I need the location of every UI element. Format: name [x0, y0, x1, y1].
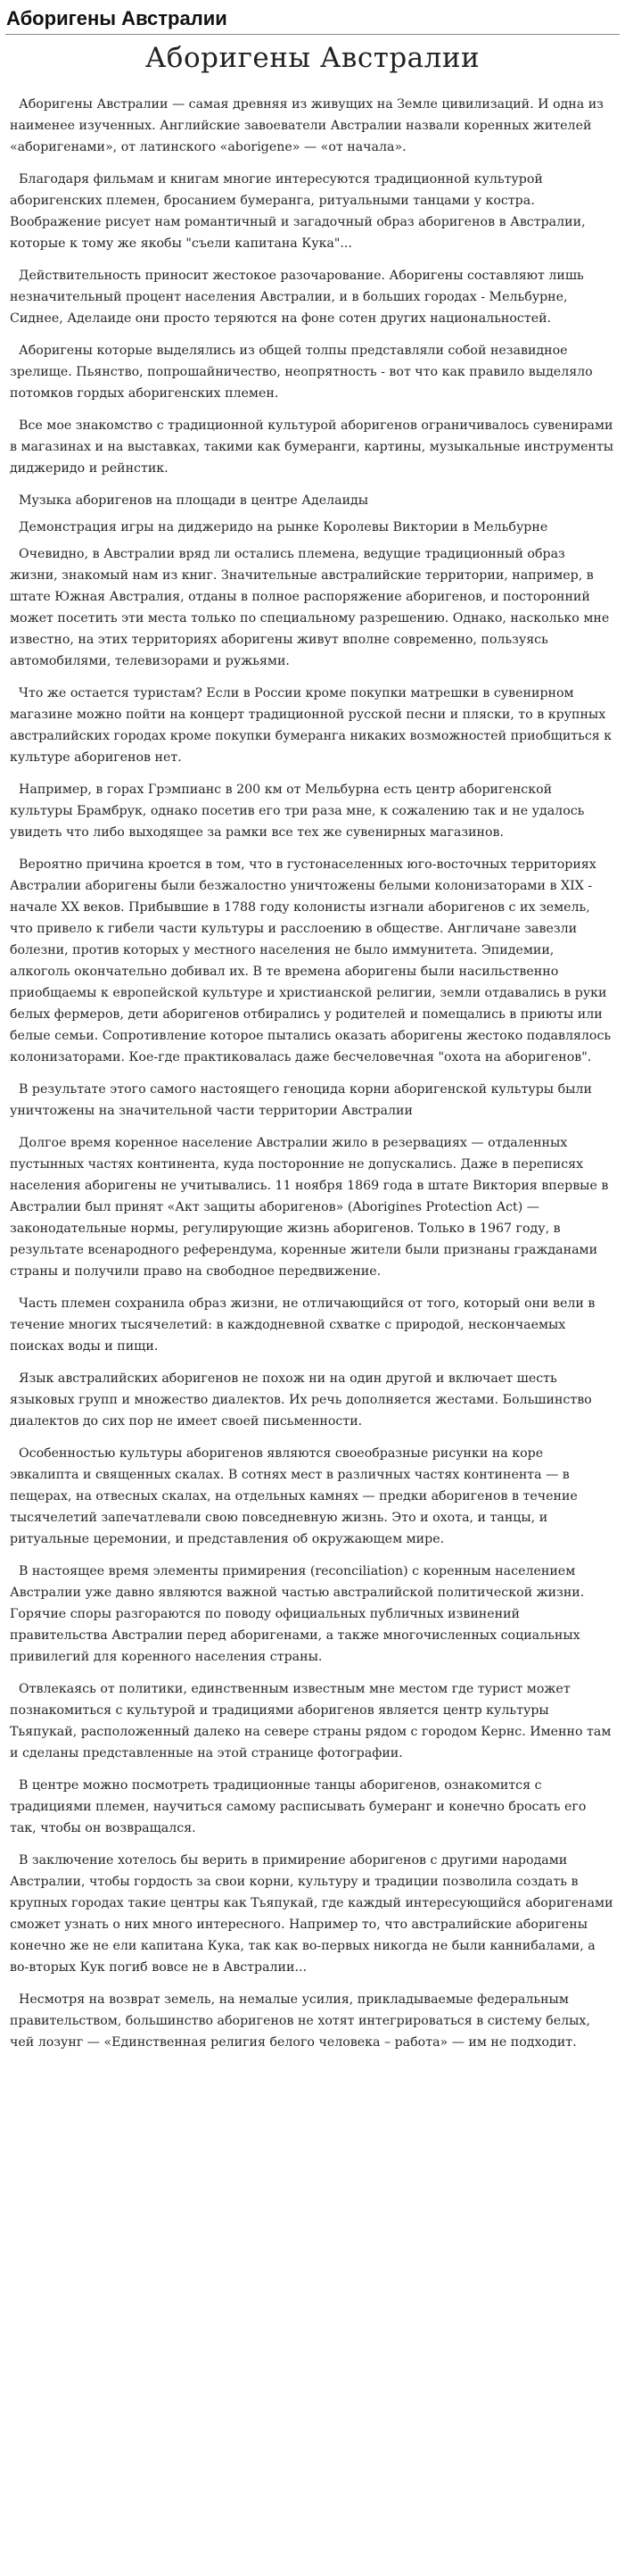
paragraph: Аборигены которые выделялись из общей толпы представляли собой незавидное зрелище. Пьянство, попрошайничество, неопрятность - вот что как правило выделяло потомков гордых аборигенских племен.	[10, 344, 593, 401]
paragraph: Например, в горах Грэмпианс в 200 км от Мельбурна есть центр аборигенской культуры Брамбрук, однако посетив его три раза мне, к сожалению так и не удалось увидеть что либо выходящее за рамки все тех же сувенирных магазинов.	[10, 783, 585, 840]
paragraph: Вероятно причина кроется в том, что в густонаселенных юго-восточных территориях Австралии аборигены были безжалостно уничтожены белыми колонизаторами в XIX - начале XX веков. Прибывшие в 1788 году колонисты изгнали аборигенов с их земель, что привело к гибели части культуры и расслоению в обществе. Англичане завезли болезни, против которых у местного населения не было иммунитета. Эпидемии, алкоголь окончательно добивал их. В те времена аборигены были насильственно приобщаемы к европейской культуре и христианской религии, земли отдавались в руки белых фермеров, дети аборигенов отбирались у родителей и помещались в приюты или белые семьи. Сопротивление которое пытались оказать аборигены жестоко подавлялось колонизаторами. Кое-где практиковалась даже бесчеловечная "охота на аборигенов".	[10, 857, 612, 1064]
paragraph: Что же остается туристам? Если в России кроме покупки матрешки в сувенирном магазине можно пойти на концерт традиционной русской песни и пляски, то в крупных австралийских городах кроме покупки бумеранга никаких возможностей приобщиться к культуре аборигенов нет.	[10, 686, 613, 765]
paragraph: Долгое время коренное население Австралии жило в резервациях — отдаленных пустынных частях континента, куда посторонние не допускались. Даже в переписях населения аборигены не учитывались. 11 ноября 1869 года в штате Виктория впервые в Австралии был принят «Акт защиты аборигенов» (Aborigines Protection Act) — законодательные нормы, регулирующие жизнь аборигенов. Только в 1967 году, в результате всенародного референдума, коренные жители были признаны гражданами страны и получили право на свободное передвижение.	[10, 1136, 609, 1279]
article-title: Аборигены Австралии	[144, 42, 481, 74]
paragraph: Особенностью культуры аборигенов являются своеобразные рисунки на коре эвкалипта и священных скалах. В сотнях мест в различных частях континента — в пещерах, на отвесных скалах, на отдельных камнях — предки аборигенов в течение тысячелетий запечатлевали свою повседневную жизнь. Это и охота, и танцы, и ритуальные церемонии, и представления об окружающем мире.	[10, 1446, 578, 1546]
article-body	[0, 94, 625, 2053]
paragraph: В результате этого самого настоящего геноцида корни аборигенской культуры были уничтожены на значительной части территории Австралии	[10, 1082, 592, 1118]
paragraph: Язык австралийских аборигенов не похож ни на один другой и включает шесть языковых групп и множество диалектов. Их речь дополняется жестами. Большинство диалектов до сих пор не имеет своей письменности.	[10, 1371, 592, 1429]
paragraph: Все мое знакомство с традиционной культурой аборигенов ограничивалось сувенирами в магазинах и на выставках, такими как бумеранги, картины, музыкальные инструменты диджеридо и рейнстик.	[10, 418, 614, 476]
paragraph: Благодаря фильмам и книгам многие интересуются традиционной культурой аборигенских племен, бросанием бумеранга, ритуальными танцами у костра. Воображение рисует нам романтичный и загадочный образ аборигенов в Австралии, которые к тому же якобы "съели капитана Кука"...	[10, 172, 586, 251]
paragraph: В настоящее время элементы примирения (reconciliation) с коренным населением Австралии уже давно являются важной частью австралийской политической жизни. Горячие споры разгораются по поводу официальных публичных извинений правительства Австралии перед аборигенами, а также многочисленных социальных привилегий для коренного населения страны.	[10, 1564, 585, 1664]
photo-caption: Музыка аборигенов на площади в центре Аделаиды	[19, 493, 369, 508]
header-divider	[5, 34, 620, 35]
paragraph: Отвлекаясь от политики, единственным известным мне местом где турист может познакомиться с культурой и традициями аборигенов является центр культуры Тьяпукай, расположенный далеко на севере страны рядом с городом Кернс. Именно там и сделаны представленные на этой странице фотографии.	[10, 1682, 612, 1760]
paragraph: В заключение хотелось бы верить в примирение аборигенов с другими народами Австралии, чтобы гордость за свои корни, культуру и традиции позволила создать в крупных городах такие центры как Тьяпукай, где каждый интересующийся аборигенами сможет узнать о них много интересного. Например то, что австралийские аборигены конечно же не ели капитана Кука, так как во-первых никогда не были каннибалами, а во-вторых Кук погиб вовсе не в Австралии...	[10, 1853, 613, 1975]
photo-caption: Демонстрация игры на диджеридо на рынке Королевы Виктории в Мельбурне	[19, 520, 548, 534]
paragraph: Часть племен сохранила образ жизни, не отличающийся от того, который они вели в течение многих тысячелетий: в каждодневной схватке с природой, нескончаемых поисках воды и пищи.	[10, 1296, 596, 1354]
paragraph: Действительность приносит жестокое разочарование. Аборигены составляют лишь незначительный процент населения Австралии, и в больших городах - Мельбурне, Сиднее, Аделаиде они просто теряются на фоне сотен других национальностей.	[10, 269, 584, 326]
paragraph: В центре можно посмотреть традиционные танцы аборигенов, ознакомится с традициями племен, научиться самому расписывать бумеранг и конечно бросать его так, чтобы он возвращался.	[10, 1778, 587, 1835]
paragraph: Несмотря на возврат земель, на немалые усилия, прикладываемые федеральным правительством, большинство аборигенов не хотят интегрироваться в систему белых, чей лозунг — «Единственная религия белого человека – работа» — им не подходит.	[10, 1992, 590, 2050]
paragraph: Аборигены Австралии — самая древняя из живущих на Земле цивилизаций. И одна из наименее изученных. Английские завоеватели Австралии назвали коренных жителей «аборигенами», от латинского «aborigene» — «от начала».	[10, 97, 604, 154]
site-header-title: Аборигены Австралии	[6, 7, 227, 29]
paragraph: Очевидно, в Австралии вряд ли остались племена, ведущие традиционный образ жизни, знакомый нам из книг. Значительные австралийские территории, например, в штате Южная Австралия, отданы в полное распоряжение аборигенов, и посторонний может посетить эти места только по специальному разрешению. Однако, насколько мне известно, на этих территориях аборигены живут вполне современно, пользуясь автомобилями, телевизорами и ружьями.	[10, 547, 610, 668]
